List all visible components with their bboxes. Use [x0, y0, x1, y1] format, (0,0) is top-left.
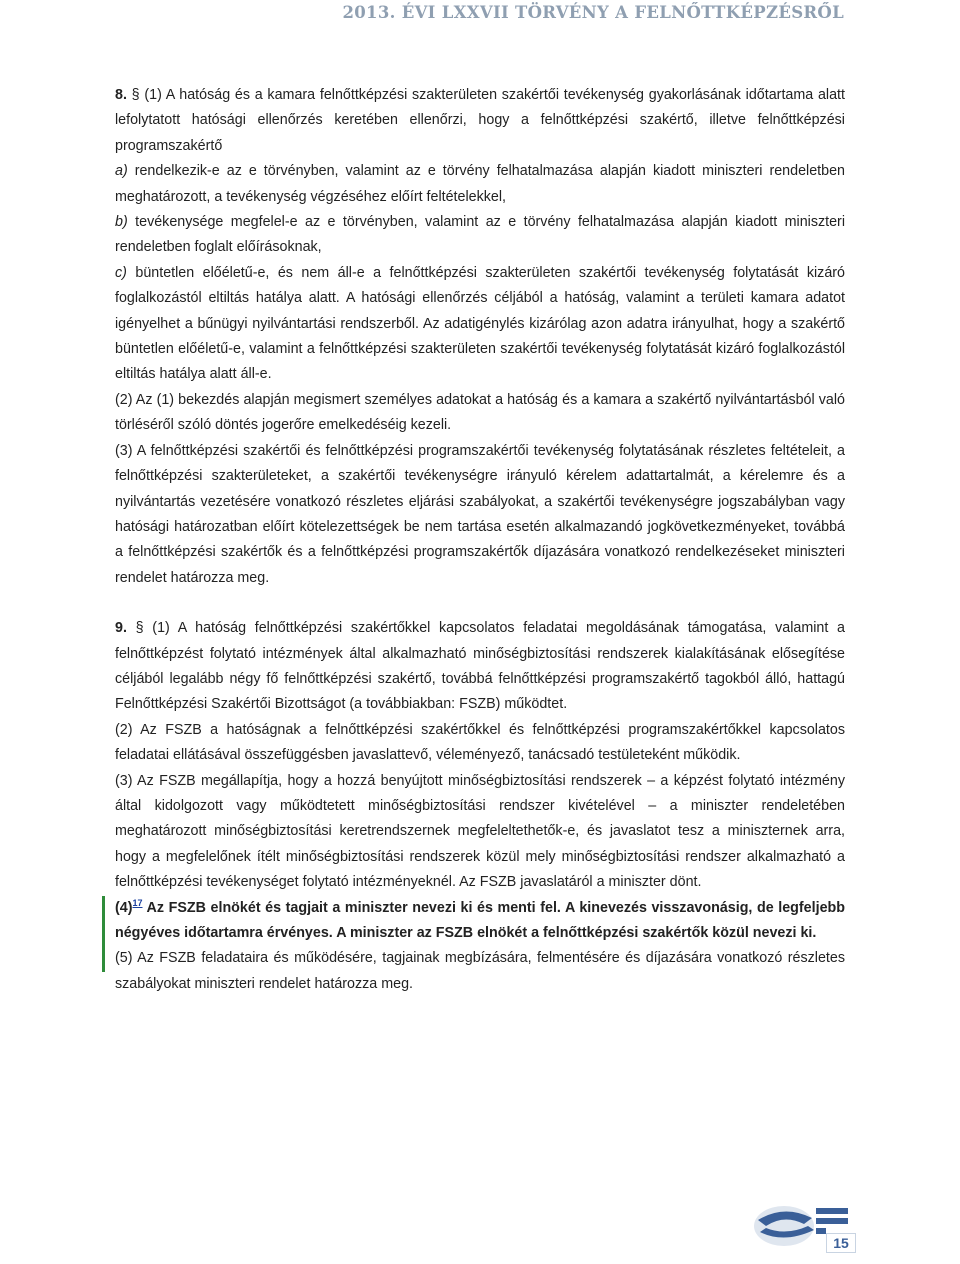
- document-body: [115, 83, 845, 997]
- section-8-point-c: c) büntetlen előéletű-e, és nem áll-e a felnőttképzési szakterületen szakértői tevékenység folytatását kizáró foglalkozástól eltiltás hatálya alatt. A hatósági ellenőrzés céljából a hatóság, valamint a területi kamara adatot igényelhet a bűnügyi nyilvántartási rendszerből. Az adatigénylés kizárólag azon adatra irányulhat, hogy a szakértő büntetlen előéletű-e, valamint a felnőttképzési szakterületen szakértői tevékenység folytatását kizáró foglalkozástól eltiltás hatálya alatt áll-e.: [115, 264, 845, 383]
- section-number: 8.: [115, 87, 127, 103]
- section-9-paragraph-4: (4)$^{17}$ Az FSZB elnökét és tagjait a miniszter nevezi ki és menti fel. A kinevezés visszavonásig, de legfeljebb négyéves időtartamra érvényes. A miniszter az FSZB elnökét a felnőttképzési szakértők közül nevezi ki.: [115, 896, 845, 947]
- section-8-paragraph-3: (3) A felnőttképzési szakértői és felnőttképzési programszakértői tevékenység folytatásának részletes feltételeit, a felnőttképzési szakterületeket, a szakértői tevékenységre irányuló kérelem adattartalmát, a kérelemre és a nyilvántartás vezetésére vonatkozó részletes eljárási szabályokat, a szakértői tevékenységre jogszabályban vagy hatósági határozatban előírt kötelezettségek be nem tartása esetén alkalmazandó jogkövetkezményeket, továbbá a felnőttképzési szakértők és a felnőttképzési programszakértők díjazására vonatkozó rendelkezéseket miniszteri rendelet határozza meg.: [115, 442, 845, 586]
- section-8-point-a: a) rendelkezik-e az e törvényben, valamint az e törvény felhatalmazása alapján kiadott miniszteri rendeletben meghatározott, a tevékenység végzéséhez előírt feltételekkel,: [115, 163, 845, 205]
- page-number: 15: [826, 1233, 856, 1253]
- section-number: 9.: [115, 620, 127, 637]
- section-9-paragraph-1: 9. § (1) A hatóság felnőttképzési szakértőkkel kapcsolatos feladatai megoldásának támogatása, valamint a felnőttképzést folytató intézmények által alkalmazható minőségbiztosítási rendszerek kialakításának elősegítése céljából legalább négy fő felnőttképzési szakértő, továbbá felnőttképzési programszakértő tagokból álló, hattagú Felnőttképzési Szakértői Bizottságot (a továbbiakban: FSZB) működtet.: [115, 620, 845, 713]
- section-8-paragraph-2: (2) Az (1) bekezdés alapján megismert személyes adatokat a hatóság és a kamara a szakértő nyilvántartásból való törléséről szóló döntés jogerőre emelkedéséig kezeli.: [115, 391, 845, 434]
- running-header: 2013. ÉVI LXXVII TÖRVÉNY A FELNŐTTKÉPZÉSRŐL: [342, 3, 844, 22]
- amendment-bar: [102, 896, 105, 972]
- section-9-paragraph-5: (5) Az FSZB feladataira és működésére, tagjainak megbízására, felmentésére és díjazására vonatkozó részletes szabályokat miniszteri rendelet határozza meg.: [115, 950, 845, 992]
- footnote-link[interactable]: 17: [132, 897, 143, 908]
- section-8-paragraph-1: 8. § (1) A hatóság és a kamara felnőttképzési szakterületen szakértői tevékenység gyakorlásának időtartama alatt lefolytatott hatósági ellenőrzés keretében ellenőrzi, hogy a felnőttképzési szakértő, illetve felnőttképzési programszakértő: [115, 87, 845, 154]
- section-8-point-b: b) tevékenysége megfelel-e az e törvényben, valamint az e törvény felhatalmazása alapján kiadott miniszteri rendeletben foglalt előírásoknak,: [115, 214, 845, 256]
- section-9-paragraph-2: (2) Az FSZB a hatóságnak a felnőttképzési szakértőkkel és felnőttképzési programszakértőkkel kapcsolatos feladatai ellátásával összefüggésben javaslattevő, véleményező, tanácsadó testületeként működik.: [115, 721, 845, 764]
- section-9-paragraph-3: (3) Az FSZB megállapítja, hogy a hozzá benyújtott minőségbiztosítási rendszerek – a képzést folytató intézmény által kidolgozott vagy működtetett minőségbiztosítási rendszer kivételével – a miniszter rendeletében meghatározott minőségbiztosítási keretrendszernek megfeleltethetők-e, és javaslatot tesz a miniszternek arra, hogy a megfelelőnek ítélt minőségbiztosítási rendszerek közül mely minőségbiztosítási rendszer alkalmazható a felnőttképzési tevékenységet folytató intézményeknél. Az FSZB javaslatáról a miniszter dönt.: [115, 772, 845, 891]
